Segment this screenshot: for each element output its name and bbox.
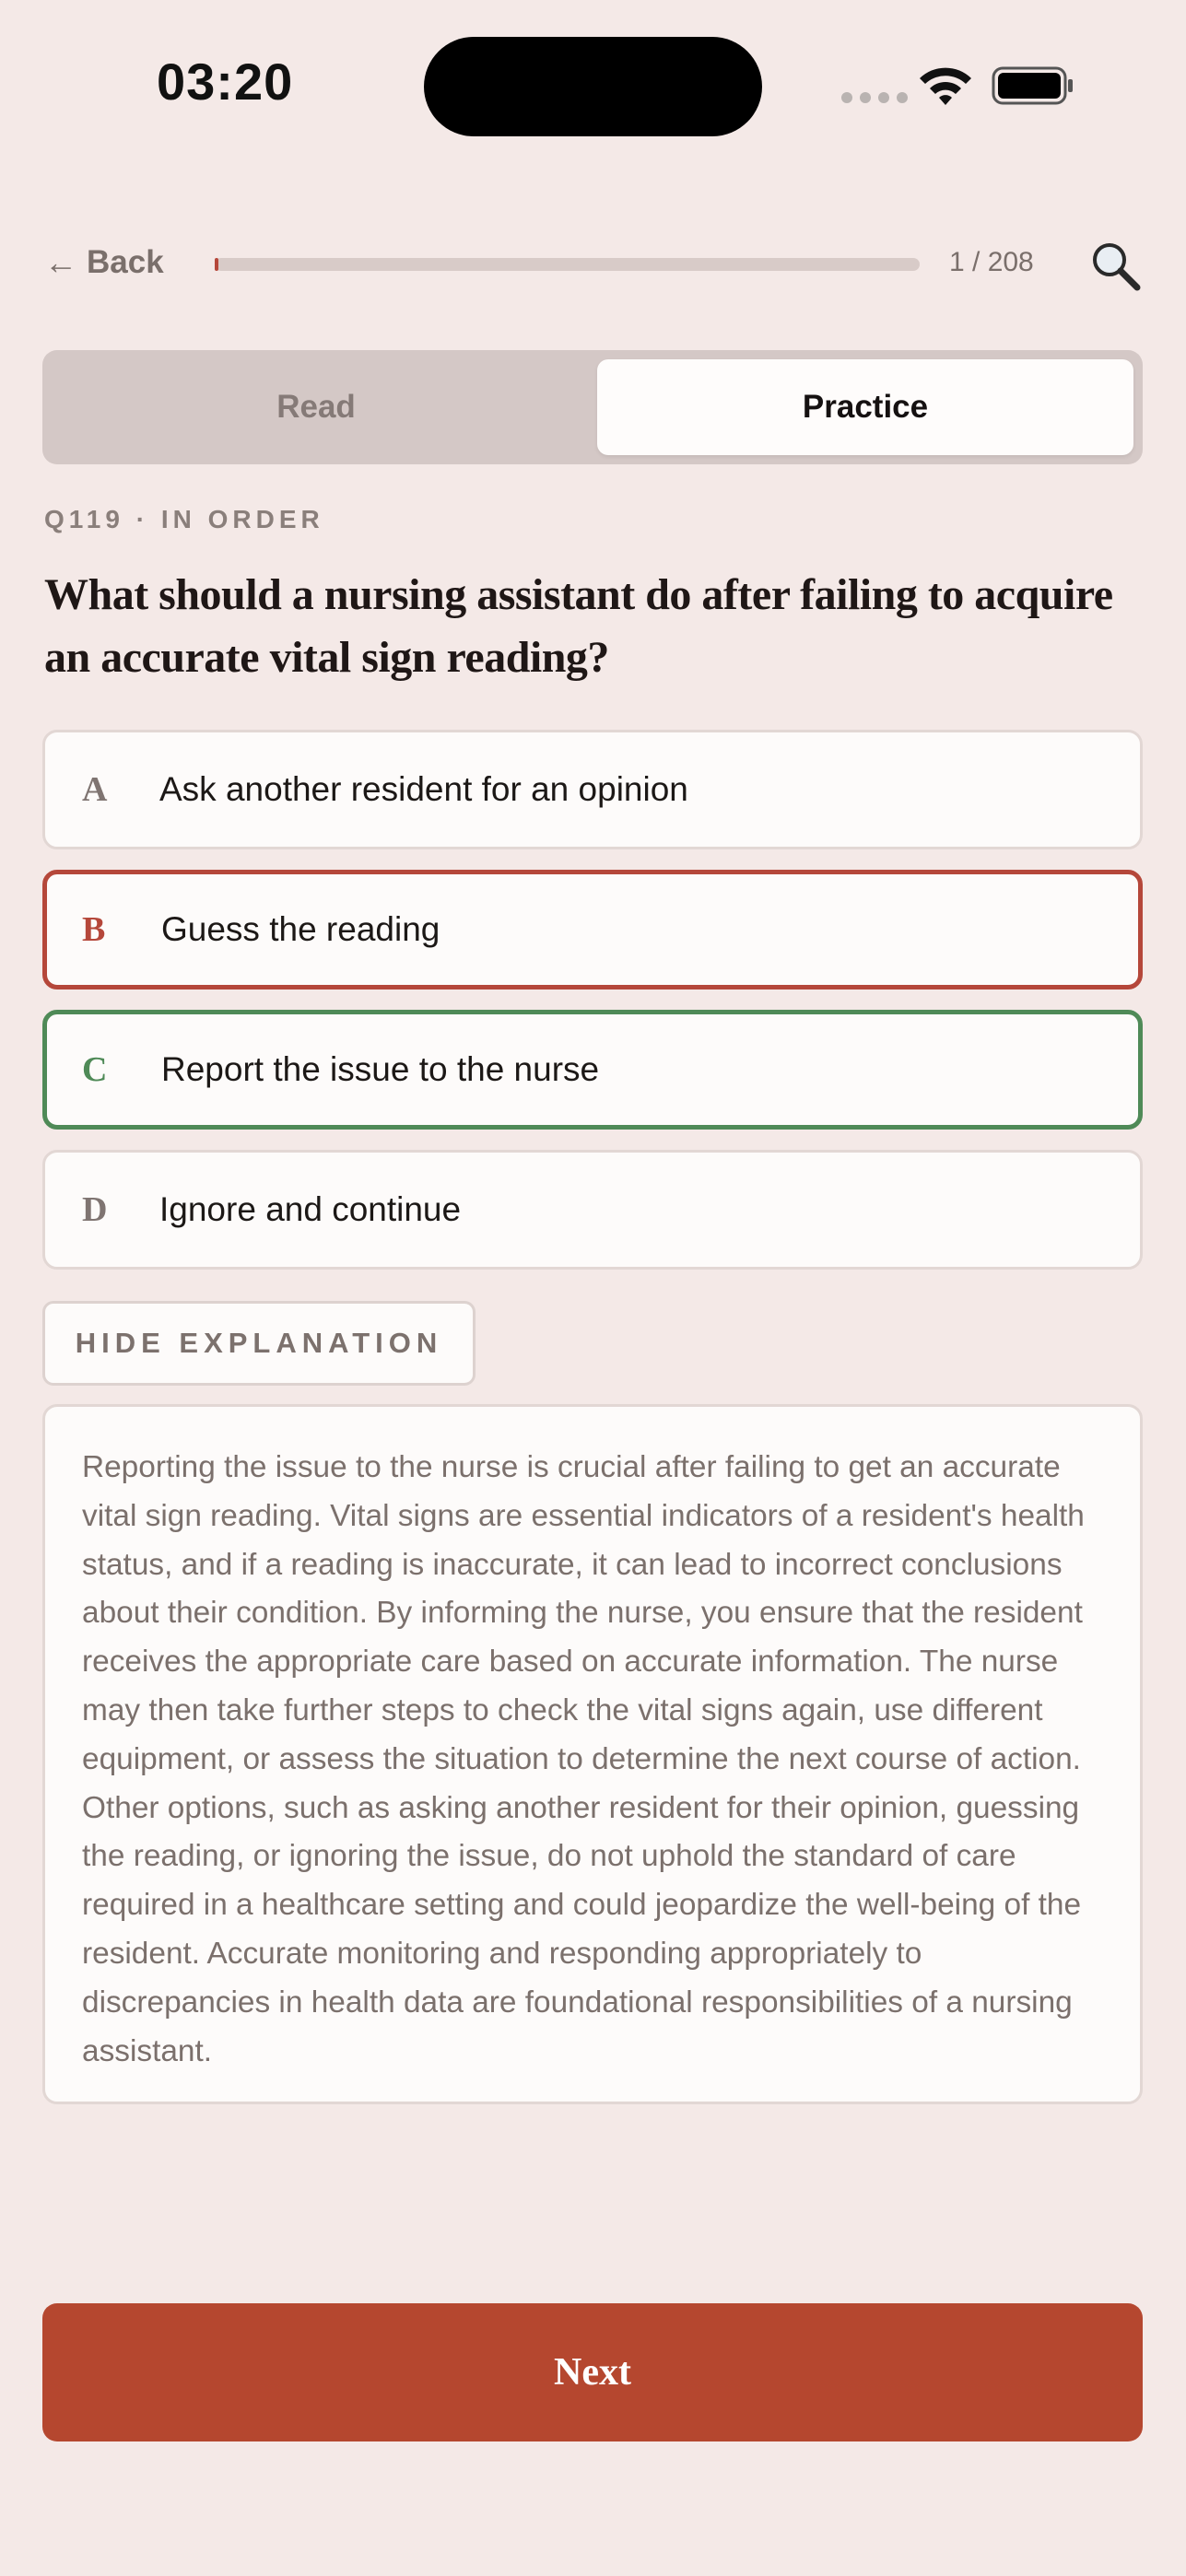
option-letter: B	[82, 910, 106, 949]
option-letter: A	[82, 770, 108, 809]
option-text: Report the issue to the nurse	[161, 1050, 600, 1088]
option-c[interactable]	[42, 1010, 1143, 1130]
explanation-panel	[42, 1404, 1143, 2104]
option-text: Guess the reading	[161, 910, 440, 948]
next-button[interactable]: Next	[42, 2303, 1143, 2441]
hide-explanation-button[interactable]: HIDE EXPLANATION	[42, 1301, 476, 1386]
option-b[interactable]	[42, 870, 1143, 989]
back-label: Back	[87, 244, 164, 280]
explanation-text: Reporting the issue to the nurse is crucial after failing to get an accurate vital sign reading. Vital signs are essential indicators of a resident's health status, and if a reading is inaccurate, it can lead to incorrect conclusions about their condition. By informing the nurse, you ensure that the resident receives the appropriate care based on accurate information. The nurse may then take further steps to check the vital signs again, use different equipment, or assess the situation to determine the next course of action. Other options, such as asking another resident for their opinion, guessing the reading, or ignoring the issue, do not uphold the standard of care required in a healthcare setting and could jeopardize the well-being of the resident. Accurate monitoring and responding appropriately to discrepancies in health data are foundational responsibilities of a nursing assistant.	[82, 1450, 1085, 2068]
status-time: 03:20	[157, 53, 294, 111]
mode-tabs	[42, 350, 1143, 464]
question-meta: Q119 · IN ORDER	[44, 505, 324, 533]
battery-icon	[992, 66, 1074, 105]
option-text: Ignore and continue	[159, 1190, 462, 1228]
dynamic-island	[424, 37, 762, 136]
option-text: Ask another resident for an opinion	[159, 770, 688, 808]
tab-practice[interactable]: Practice	[597, 359, 1133, 455]
magnifier-icon[interactable]	[1087, 238, 1143, 293]
progress-fill	[215, 258, 218, 271]
wifi-icon	[917, 63, 974, 111]
option-letter: D	[82, 1190, 108, 1229]
question-text: What should a nursing assistant do after failing to acquire an accurate vital sign reading?	[44, 570, 1113, 682]
arrow-left-icon: ←	[44, 243, 77, 281]
progress-bar	[215, 258, 920, 271]
cellular-signal-icon	[841, 92, 908, 103]
tab-read[interactable]: Read	[276, 389, 356, 425]
option-letter: C	[82, 1050, 108, 1089]
back-button[interactable]	[44, 243, 164, 282]
option-d[interactable]	[42, 1150, 1143, 1270]
option-a[interactable]	[42, 730, 1143, 849]
question-counter: 1 / 208	[949, 247, 1034, 277]
